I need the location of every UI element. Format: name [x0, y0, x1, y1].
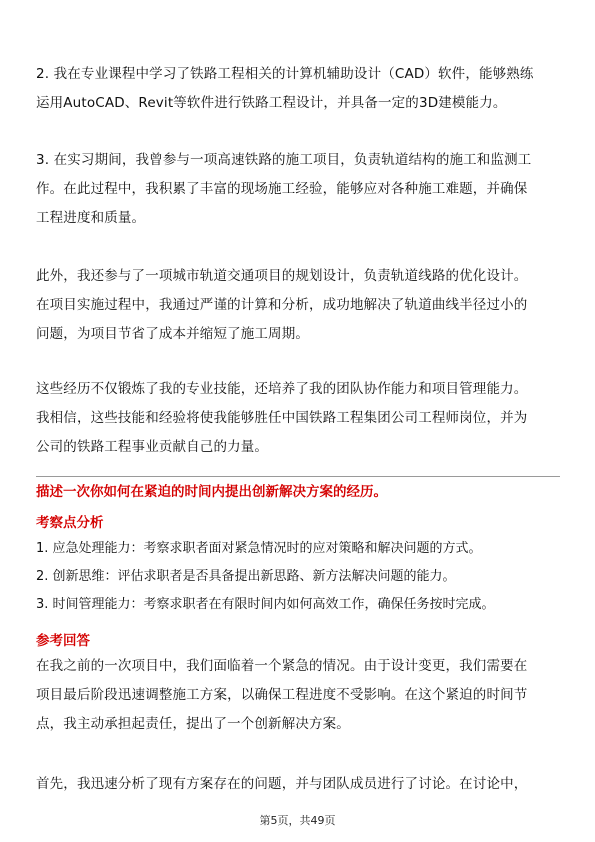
- text-line: 首先，我迅速分析了现有方案存在的问题，并与团队成员进行了讨论。在讨论中，: [36, 776, 528, 792]
- text-line: 运用AutoCAD、Revit等软件进行铁路工程设计，并具备一定的3D建模能力。: [36, 95, 507, 111]
- analysis-point: 3. 时间管理能力：考察求职者在有限时间内如何高效工作，确保任务按时完成。: [36, 597, 495, 612]
- analysis-point: 2. 创新思维：评估求职者是否具备提出新思路、新方法解决问题的能力。: [36, 569, 456, 584]
- interview-question: 描述一次你如何在紧迫的时间内提出创新解决方案的经历。: [36, 484, 387, 500]
- analysis-point: 1. 应急处理能力：考察求职者面对紧急情况时的应对策略和解决问题的方式。: [36, 541, 482, 556]
- paragraph-urban-transit: [36, 262, 560, 349]
- text-line: 2. 我在专业课程中学习了铁路工程相关的计算机辅助设计（CAD）软件，能够熟练: [36, 66, 534, 82]
- text-line: 我相信，这些技能和经验将使我能够胜任中国铁路工程集团公司工程师岗位，并为: [36, 410, 528, 426]
- section-divider: [36, 476, 560, 477]
- text-line: 在我之前的一次项目中，我们面临着一个紧急的情况。由于设计变更，我们需要在: [36, 658, 528, 674]
- text-line: 项目最后阶段迅速调整施工方案，以确保工程进度不受影响。在这个紧迫的时间节: [36, 687, 528, 703]
- text-line: 在项目实施过程中，我通过严谨的计算和分析，成功地解决了轨道曲线半径过小的: [36, 297, 528, 313]
- analysis-heading: 考察点分析: [36, 515, 104, 531]
- reference-paragraph: [36, 652, 560, 739]
- paragraph-internship: [36, 146, 560, 233]
- text-line: 点，我主动承担起责任，提出了一个创新解决方案。: [36, 716, 350, 732]
- reference-paragraph: [36, 770, 560, 799]
- page-footer: 第5页，共49页: [259, 814, 336, 827]
- text-line: 3. 在实习期间，我曾参与一项高速铁路的施工项目，负责轨道结构的施工和监测工: [36, 152, 532, 168]
- reference-heading: 参考回答: [36, 633, 90, 649]
- paragraph-cad-skills: [36, 60, 560, 118]
- text-line: 工程进度和质量。: [36, 210, 146, 226]
- text-line: 公司的铁路工程事业贡献自己的力量。: [36, 439, 269, 455]
- paragraph-summary: [36, 375, 560, 462]
- text-line: 这些经历不仅锻炼了我的专业技能，还培养了我的团队协作能力和项目管理能力。: [36, 381, 528, 397]
- text-line: 作。在此过程中，我积累了丰富的现场施工经验，能够应对各种施工难题，并确保: [36, 181, 528, 197]
- text-line: 问题，为项目节省了成本并缩短了施工周期。: [36, 326, 309, 342]
- text-line: 此外，我还参与了一项城市轨道交通项目的规划设计，负责轨道线路的优化设计。: [36, 268, 528, 284]
